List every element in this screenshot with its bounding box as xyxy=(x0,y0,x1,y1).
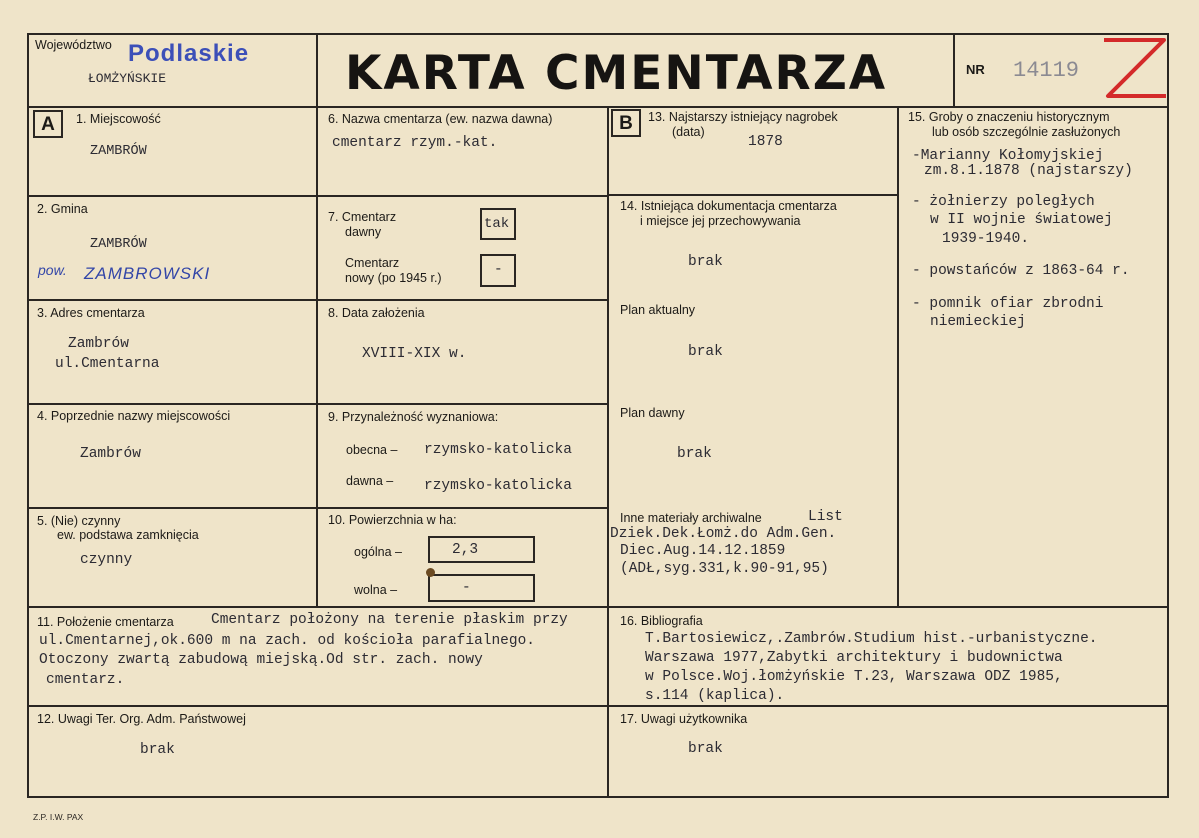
wojewodztwo-stamp: Podlaskie xyxy=(128,40,250,67)
field-3-label: 3. Adres cmentarza xyxy=(37,306,145,320)
plan-aktualny-value: brak xyxy=(688,344,723,360)
field-16-line2: Warszawa 1977,Zabytki architektury i budownictwa xyxy=(645,650,1063,666)
field-17-value: brak xyxy=(688,741,723,757)
field-10-wolna-value: - xyxy=(462,580,471,596)
divider xyxy=(27,195,318,197)
field-5-value: czynny xyxy=(80,552,133,568)
section-a-badge: A xyxy=(33,110,63,138)
plan-aktualny-label: Plan aktualny xyxy=(620,303,696,317)
field-2-value: ZAMBRÓW xyxy=(90,237,147,252)
field-4-value: Zambrów xyxy=(80,446,141,462)
field-15-line6: - powstańców z 1863-64 r. xyxy=(912,263,1130,279)
inne-line3: Diec.Aug.14.12.1859 xyxy=(620,543,786,559)
divider xyxy=(27,106,1169,108)
field-4-label: 4. Poprzednie nazwy miejscowości xyxy=(37,409,231,423)
field-8-label: 8. Data założenia xyxy=(328,306,425,320)
field-15-line4: w II wojnie światowej xyxy=(930,212,1113,228)
field-15-line2: zm.8.1.1878 (najstarszy) xyxy=(924,163,1133,179)
field-7-nowy-value: - xyxy=(494,262,503,278)
field-16-line4: s.114 (kaplica). xyxy=(645,688,785,704)
field-15-label-1: 15. Groby o znaczeniu historycznym xyxy=(908,110,1110,124)
field-10-ogolna-box xyxy=(428,536,535,563)
divider xyxy=(316,33,318,608)
inne-line1: List xyxy=(808,509,843,525)
field-6-value: cmentarz rzym.-kat. xyxy=(332,135,498,151)
field-7-dawny-value: tak xyxy=(484,216,510,232)
field-5-label-2: ew. podstawa zamknięcia xyxy=(57,528,199,542)
field-2-hand: ZAMBROWSKI xyxy=(84,264,211,283)
divider xyxy=(897,106,899,608)
field-7-nowy-label-2: nowy (po 1945 r.) xyxy=(345,271,442,285)
field-10-wolna-label: wolna – xyxy=(354,583,398,597)
printer-imprint: Z.P. I.W. PAX xyxy=(33,812,84,822)
field-9-dawna-value: rzymsko-katolicka xyxy=(424,478,572,494)
field-7-nowy-label-1: Cmentarz xyxy=(345,256,400,270)
field-14-label-2: i miejsce jej przechowywania xyxy=(640,214,801,228)
wojewodztwo-label: Województwo xyxy=(35,38,112,52)
divider xyxy=(953,33,955,108)
field-15-line3: - żołnierzy poległych xyxy=(912,194,1095,210)
field-11-line2: ul.Cmentarnej,ok.600 m na zach. od kościoła parafialnego. xyxy=(39,633,535,649)
field-15-line7: - pomnik ofiar zbrodni xyxy=(912,296,1104,312)
field-7-label-1: 7. Cmentarz xyxy=(328,210,397,224)
field-3-line1: Zambrów xyxy=(68,336,129,352)
nr-value: 14119 xyxy=(1013,58,1080,83)
divider xyxy=(317,195,608,197)
field-16-line3: w Polsce.Woj.łomżyńskie T.23, Warszawa ODZ 1985, xyxy=(645,669,1063,685)
field-11-line1: Cmentarz położony na terenie płaskim przy xyxy=(211,612,568,628)
page-title: KARTA CMENTARZA xyxy=(345,46,888,101)
field-15-label-2: lub osób szczególnie zasłużonych xyxy=(932,125,1121,139)
field-9-dawna-label: dawna – xyxy=(346,474,394,488)
plan-dawny-value: brak xyxy=(677,446,712,462)
field-14-label-1: 14. Istniejąca dokumentacja cmentarza xyxy=(620,199,837,213)
plan-dawny-label: Plan dawny xyxy=(620,406,685,420)
field-11-line4: cmentarz. xyxy=(46,672,125,688)
red-z-mark xyxy=(1098,34,1170,104)
field-3-line2: ul.Cmentarna xyxy=(55,356,160,372)
divider xyxy=(607,194,898,196)
field-5-label-1: 5. (Nie) czynny xyxy=(37,514,121,528)
ink-dot xyxy=(426,568,435,577)
inne-label: Inne materiały archiwalne xyxy=(620,511,762,525)
field-9-obecna-label: obecna – xyxy=(346,443,398,457)
inne-line4: (ADŁ,syg.331,k.90-91,95) xyxy=(620,561,829,577)
field-1-value: ZAMBRÓW xyxy=(90,144,147,159)
field-13-label-2: (data) xyxy=(672,125,705,139)
field-8-value: XVIII-XIX w. xyxy=(362,346,467,362)
field-2-label: 2. Gmina xyxy=(37,202,88,216)
field-11-label: 11. Położenie cmentarza xyxy=(37,615,174,629)
nr-label: NR xyxy=(966,62,985,77)
field-13-label-1: 13. Najstarszy istniejący nagrobek xyxy=(648,110,838,124)
field-9-obecna-value: rzymsko-katolicka xyxy=(424,442,572,458)
inne-line2: Dziek.Dek.Łomż.do Adm.Gen. xyxy=(610,526,837,542)
divider xyxy=(27,705,1169,707)
field-15-line8: niemieckiej xyxy=(930,314,1026,330)
field-11-line3: Otoczony zwartą zabudową miejską.Od str. zach. nowy xyxy=(39,652,483,668)
field-15-line1: -Marianny Kołomyjskiej xyxy=(912,148,1104,164)
field-12-value: brak xyxy=(140,742,175,758)
field-13-value: 1878 xyxy=(748,134,783,150)
field-9-label: 9. Przynależność wyznaniowa: xyxy=(328,410,499,424)
field-12-label: 12. Uwagi Ter. Org. Adm. Państwowej xyxy=(37,712,246,726)
divider xyxy=(607,106,609,798)
field-10-ogolna-value: 2,3 xyxy=(452,542,479,558)
field-16-line1: T.Bartosiewicz,.Zambrów.Studium hist.-urbanistyczne. xyxy=(645,631,1098,647)
field-17-label: 17. Uwagi użytkownika xyxy=(620,712,748,726)
field-7-label-2: dawny xyxy=(345,225,382,239)
section-b-badge: B xyxy=(611,109,641,137)
field-6-label: 6. Nazwa cmentarza (ew. nazwa dawna) xyxy=(328,112,553,126)
field-15-line5: 1939-1940. xyxy=(942,231,1030,247)
field-1-label: 1. Miejscowość xyxy=(76,112,161,126)
wojewodztwo-typed: ŁOMŻYŃSKIE xyxy=(88,71,167,86)
field-16-label: 16. Bibliografia xyxy=(620,614,703,628)
field-14-value: brak xyxy=(688,254,723,270)
field-10-ogolna-label: ogólna – xyxy=(354,545,402,559)
field-10-wolna-box xyxy=(428,574,535,602)
divider xyxy=(27,606,1169,608)
field-10-label: 10. Powierzchnia w ha: xyxy=(328,513,457,527)
field-2-hand-prefix: pow. xyxy=(38,262,67,278)
